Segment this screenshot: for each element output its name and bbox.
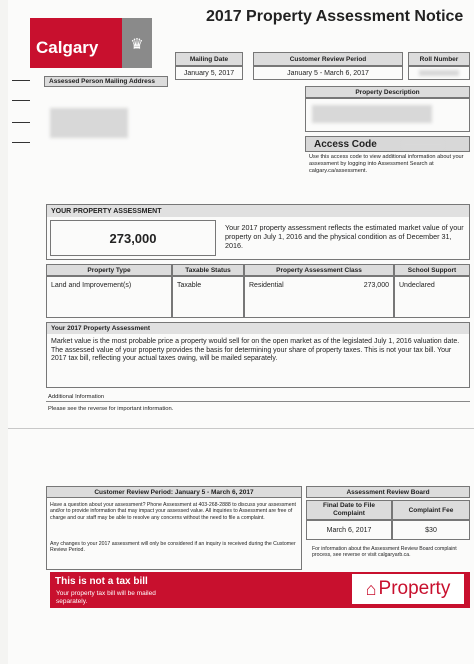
explanation-label: Your 2017 Property Assessment	[47, 323, 469, 334]
mailing-address-label: Assessed Person Mailing Address	[44, 76, 168, 87]
mailing-date-value: January 5, 2017	[175, 66, 243, 80]
complaint-fee-header: Complaint Fee	[392, 500, 470, 520]
mailing-address-redacted	[50, 108, 128, 138]
property-logo	[352, 574, 464, 604]
access-code-box	[305, 136, 470, 152]
mailing-date-header: Mailing Date	[175, 52, 243, 66]
fold-mark	[12, 80, 30, 81]
assessment-value: 273,000	[50, 220, 216, 256]
page-title: 2017 Property Assessment Notice	[206, 8, 464, 25]
review-section	[46, 486, 302, 570]
review-period-value: January 5 - March 6, 2017	[253, 66, 403, 80]
assessment-description: Your 2017 property assessment reflects the estimated market value of your property on July 1, 2016 and the physical condition as of December 31, 2016.	[225, 223, 464, 250]
access-code-label: Access Code	[314, 138, 377, 150]
review-header: Customer Review Period: January 5 - March 6, 2017	[46, 486, 302, 498]
arb-note: For information about the Assessment Review Board complaint process, see reverse or visit calgaryarb.ca.	[312, 546, 457, 559]
property-type-value: Land and Improvement(s)	[46, 276, 172, 318]
access-code-note: Use this access code to view additional information about your assessment by logging into Assessment Search at calgary.ca/assessment.	[309, 154, 464, 174]
property-description-header: Property Description	[305, 86, 470, 98]
assessment-class-cell	[244, 276, 394, 318]
taxable-status-header: Taxable Status	[172, 264, 244, 276]
additional-information-label: Additional Information	[48, 394, 105, 400]
assessment-section-label: YOUR PROPERTY ASSESSMENT	[47, 205, 469, 217]
property-description-box	[305, 98, 470, 132]
house-icon: ⌂	[365, 578, 377, 599]
crest-icon: ♛	[130, 36, 144, 53]
logo-text: Calgary	[36, 38, 99, 57]
fold-mark	[12, 142, 30, 143]
taxable-status-value: Taxable	[172, 276, 244, 318]
school-support-value: Undeclared	[394, 276, 470, 318]
property-logo-text: Property	[378, 578, 451, 599]
review-deadline-note: Any changes to your 2017 assessment will only be considered if an inquiry is received during the Customer Review Period.	[50, 541, 296, 554]
property-type-header: Property Type	[46, 264, 172, 276]
fold-line	[8, 428, 474, 429]
roll-number-header: Roll Number	[408, 52, 470, 66]
explanation-text: Market value is the most probable price a property would sell for on the open market as of the legislated July 1, 2016 valuation date. The assessed value of your property provides the basis for determining your share of property taxes. This is not your tax bill. Your 2017 tax bill, reflecting your actual taxes owing, will be mailed separately.	[51, 338, 460, 363]
access-code-redacted	[401, 141, 445, 148]
fold-mark	[12, 100, 30, 101]
final-date-value: March 6, 2017	[306, 520, 392, 540]
not-tax-bill-banner	[50, 572, 470, 608]
review-text: Have a question about your assessment? Phone Assessment at 403-268-2888 to discuss your assessment and/or to provide information that may impact your assessed value. All inquiries to Assessment are free of charge and our staff may be able to resolve any concerns without the need to file a complaint.	[50, 502, 296, 521]
complaint-fee-value: $30	[392, 520, 470, 540]
assessment-class-header: Property Assessment Class	[244, 264, 394, 276]
review-period-header: Customer Review Period	[253, 52, 403, 66]
assessment-class-value: Residential	[249, 282, 284, 289]
final-date-header: Final Date to File Complaint	[306, 500, 392, 520]
school-support-header: School Support	[394, 264, 470, 276]
fold-mark	[12, 122, 30, 123]
not-tax-bill-text: This is not a tax bill	[55, 576, 148, 587]
arb-header: Assessment Review Board	[306, 486, 470, 498]
divider	[46, 401, 470, 402]
roll-number-value	[408, 66, 470, 80]
assessment-class-amount: 273,000	[363, 282, 389, 289]
reverse-note: Please see the reverse for important information.	[48, 406, 174, 412]
tax-bill-subtext: Your property tax bill will be mailed separately.	[56, 590, 156, 605]
